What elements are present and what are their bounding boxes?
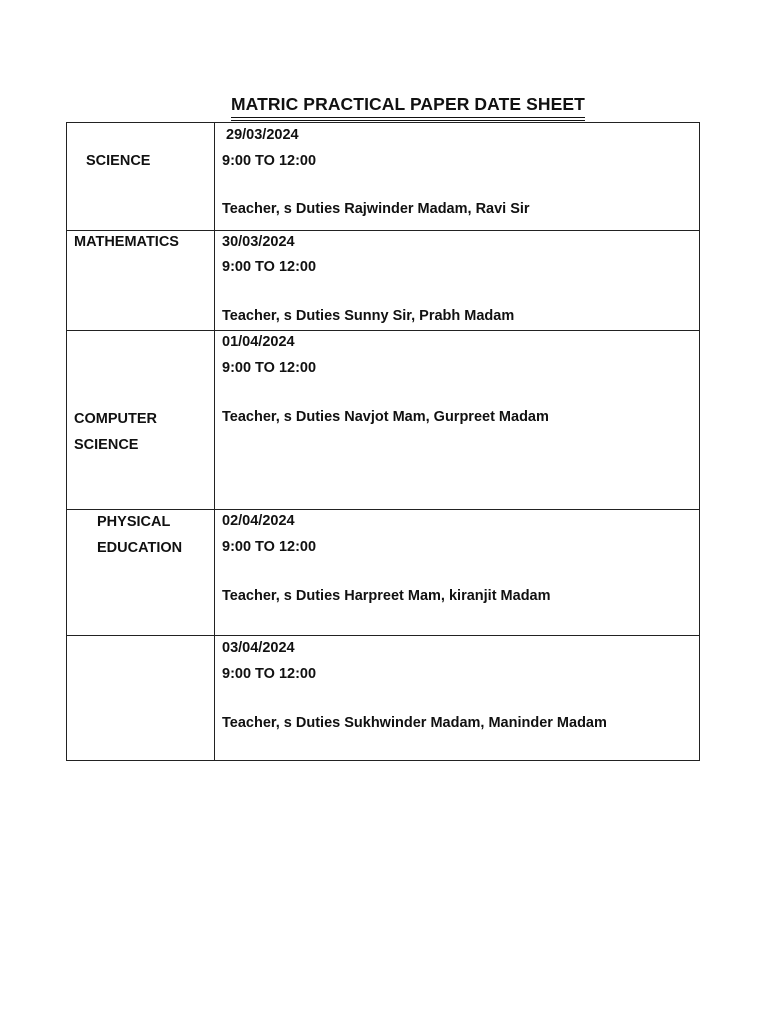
table-row xyxy=(67,123,699,230)
table-row xyxy=(67,330,699,509)
subject-label: PHYSICAL xyxy=(97,514,171,530)
exam-time: 9:00 TO 12:00 xyxy=(222,153,317,169)
subject-cell xyxy=(67,510,215,635)
schedule-cell xyxy=(222,331,699,509)
schedule-cell xyxy=(222,231,699,330)
subject-label: MATHEMATICS xyxy=(74,234,179,250)
schedule-cell xyxy=(222,636,699,760)
exam-time: 9:00 TO 12:00 xyxy=(222,539,317,555)
teacher-duties: Teacher, s Duties Harpreet Mam, kiranjit Madam xyxy=(222,588,551,604)
teacher-duties: Teacher, s Duties Navjot Mam, Gurpreet Madam xyxy=(222,409,549,425)
exam-date: 30/03/2024 xyxy=(222,234,295,250)
subject-label: SCIENCE xyxy=(86,153,151,169)
table-row xyxy=(67,230,699,330)
exam-date: 01/04/2024 xyxy=(222,334,295,350)
page-title: MATRIC PRACTICAL PAPER DATE SHEET xyxy=(231,92,585,121)
subject-cell xyxy=(67,636,215,760)
subject-label: SCIENCE xyxy=(74,437,139,453)
teacher-duties: Teacher, s Duties Sukhwinder Madam, Maninder Madam xyxy=(222,715,607,731)
subject-cell xyxy=(67,123,215,230)
subject-cell xyxy=(67,231,215,330)
exam-time: 9:00 TO 12:00 xyxy=(222,360,317,376)
schedule-cell xyxy=(222,510,699,635)
exam-date: 02/04/2024 xyxy=(222,513,295,529)
exam-time: 9:00 TO 12:00 xyxy=(222,666,317,682)
subject-cell xyxy=(67,331,215,509)
date-sheet-table xyxy=(66,122,700,761)
table-row xyxy=(67,635,699,760)
table-row xyxy=(67,509,699,635)
schedule-cell xyxy=(222,123,699,230)
subject-label: COMPUTER xyxy=(74,411,157,427)
exam-date: 03/04/2024 xyxy=(222,640,295,656)
exam-time: 9:00 TO 12:00 xyxy=(222,259,317,275)
exam-date: 29/03/2024 xyxy=(226,127,299,143)
subject-label: EDUCATION xyxy=(97,540,183,556)
teacher-duties: Teacher, s Duties Sunny Sir, Prabh Madam xyxy=(222,308,515,324)
teacher-duties: Teacher, s Duties Rajwinder Madam, Ravi Sir xyxy=(222,201,530,217)
